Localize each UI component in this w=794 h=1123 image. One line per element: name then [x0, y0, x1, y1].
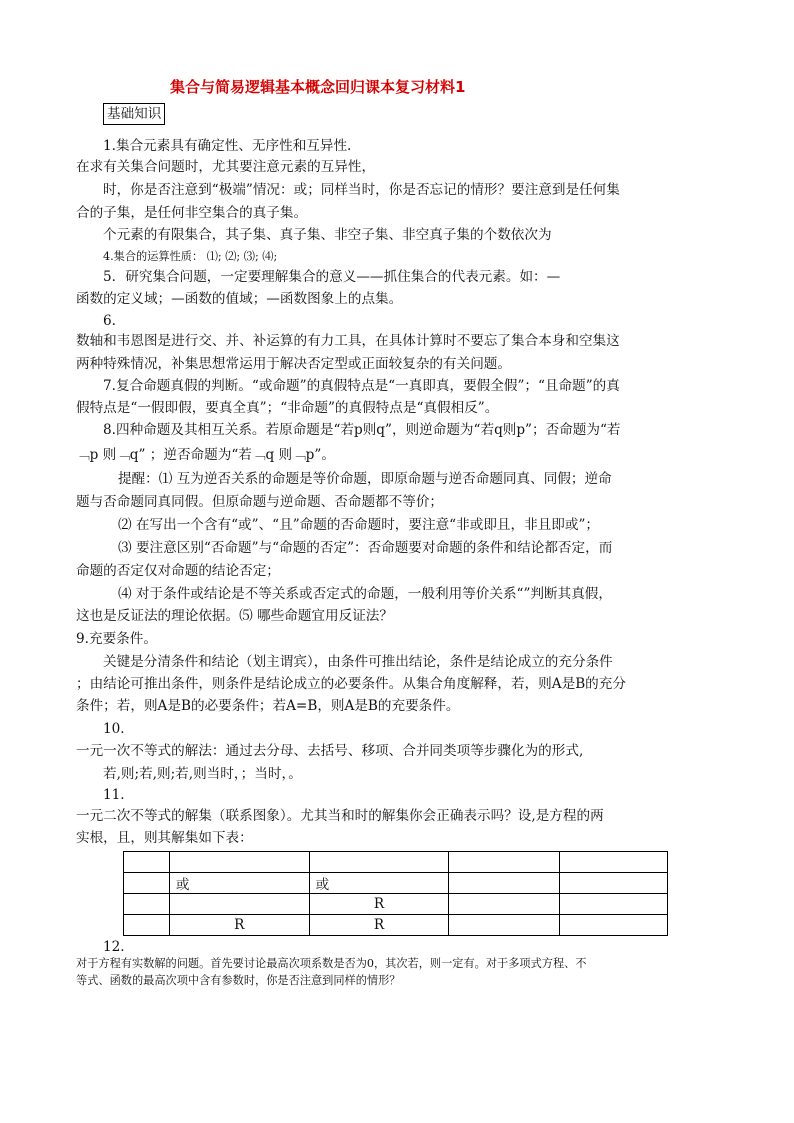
table-row	[124, 873, 668, 894]
section-label: 基础知识	[103, 103, 165, 125]
text-line: 8.四种命题及其相互关系。若原命题是“若p则q”，则逆命题为“若q则p”；否命题为“若	[103, 422, 621, 438]
text-line: 关键是分清条件和结论（划主谓宾），由条件可推出结论，条件是结论成立的充分条件	[103, 654, 613, 670]
table-cell	[169, 894, 309, 915]
text-line: 题与否命题同真同假。但原命题与逆命题、否命题都不等价；	[76, 494, 444, 510]
table-cell	[124, 894, 170, 915]
text-line: 10.	[103, 721, 125, 737]
table-cell	[169, 852, 309, 873]
text-line: ⑷ 对于条件或结论是不等关系或否定式的命题，一般利用等价关系“”判断其真假，	[118, 586, 612, 602]
table-row	[124, 894, 668, 915]
text-line: 5．研究集合问题，一定要理解集合的意义——抓住集合的代表元素。如：—	[103, 269, 561, 285]
text-line: 这也是反证法的理论依据。⑸ 哪些命题宜用反证法？	[76, 608, 393, 624]
table-cell	[309, 852, 449, 873]
document-title: 集合与简易逻辑基本概念回归课本复习材料1	[170, 78, 466, 96]
text-line: 提醒：⑴ 互为逆否关系的命题是等价命题，即原命题与逆否命题同真、同假；逆命	[118, 471, 612, 487]
table-cell: R	[309, 915, 449, 936]
table-row	[124, 915, 668, 936]
table-cell	[449, 873, 560, 894]
text-line: 12.	[103, 939, 125, 955]
text-line: 数轴和韦恩图是进行交、并、补运算的有力工具，在具体计算时不要忘了集合本身和空集这	[76, 333, 620, 349]
text-line: 等式、函数的最高次项中含有参数时，你是否注意到同样的情形？	[76, 974, 401, 987]
text-line: 命题的否定仅对命题的结论否定；	[76, 563, 280, 579]
text-line: 实根，且，则其解集如下表：	[76, 830, 253, 846]
text-line: 11.	[103, 787, 125, 803]
table-cell	[560, 915, 668, 936]
table-cell	[449, 852, 560, 873]
table-cell	[560, 873, 668, 894]
text-line: 4.集合的运算性质： ⑴; ⑵; ⑶; ⑷;	[103, 250, 278, 263]
text-line: 假特点是“一假即假，要真全真”；“非命题”的真假特点是“真假相反”。	[76, 400, 499, 416]
text-line: 9.充要条件。	[76, 631, 157, 647]
text-line: ；由结论可推出条件，则条件是结论成立的必要条件。从集合角度解释，若，则A是B的充分	[76, 676, 626, 692]
text-line: ﹁p 则﹁q” ；逆否命题为“若﹁q 则﹁p”。	[76, 447, 335, 463]
text-line: 对于方程有实数解的问题。首先要讨论最高次项系数是否为0，其次若，则一定有。对于多项式方程、不	[76, 957, 587, 970]
table-cell	[449, 894, 560, 915]
text-line: 一元二次不等式的解集（联系图象）。尤其当和时的解集你会正确表示吗？设,是方程的两	[76, 808, 604, 824]
text-line: 若,则;若,则;若,则当时，；当时，。	[103, 766, 302, 782]
text-line: ⑶ 要注意区别“否命题”与“命题的否定”：否命题要对命题的条件和结论都否定，而	[118, 540, 613, 556]
table-cell: 或	[309, 873, 449, 894]
table-cell: R	[169, 915, 309, 936]
solution-set-table	[123, 851, 668, 936]
table-cell	[560, 852, 668, 873]
text-line: 条件；若，则A是B的必要条件；若A=B，则A是B的充要条件。	[76, 698, 460, 714]
text-line: 时，你是否注意到“极端”情况：或；同样当时，你是否忘记的情形？要注意到是任何集	[103, 182, 620, 198]
text-line: 6.	[103, 313, 116, 329]
text-line: 个元素的有限集合，其子集、真子集、非空子集、非空真子集的个数依次为	[103, 227, 552, 243]
table-cell	[124, 852, 170, 873]
text-line: ⑵ 在写出一个含有“或”、“且”命题的否命题时，要注意“非或即且，非且即或”；	[118, 517, 600, 533]
text-line: 1.集合元素具有确定性、无序性和互异性.	[103, 138, 352, 154]
table-cell: 或	[169, 873, 309, 894]
text-line: 一元一次不等式的解法：通过去分母、去括号、移项、合并同类项等步骤化为的形式,	[76, 743, 584, 759]
table-cell	[560, 894, 668, 915]
table-cell	[124, 873, 170, 894]
table-cell	[124, 915, 170, 936]
text-line: 在求有关集合问题时，尤其要注意元素的互异性，	[76, 159, 376, 175]
table-cell	[449, 915, 560, 936]
table-cell: R	[309, 894, 449, 915]
text-line: 合的子集，是任何非空集合的真子集。	[76, 205, 308, 221]
text-line: 7.复合命题真假的判断。“或命题”的真假特点是“一真即真，要假全假”；“且命题”的真	[103, 378, 620, 394]
text-line: 两种特殊情况，补集思想常运用于解决否定型或正面较复杂的有关问题。	[76, 356, 511, 372]
text-line: 函数的定义域；—函数的值域；—函数图象上的点集。	[76, 291, 403, 307]
table-row	[124, 852, 668, 873]
